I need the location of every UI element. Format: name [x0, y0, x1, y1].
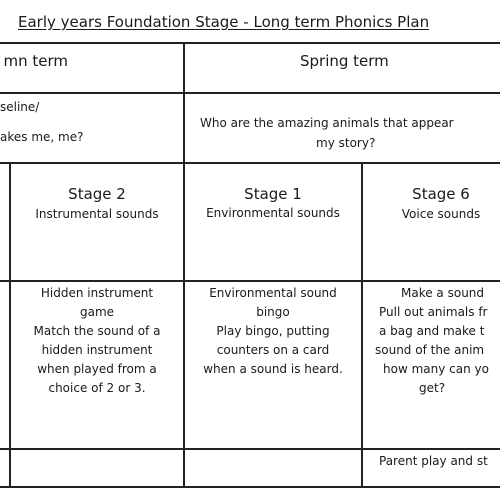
stage-1-title: Stage 1	[244, 185, 302, 203]
activity-hidden-instrument	[11, 284, 183, 398]
activity-line: when a sound is heard.	[203, 362, 343, 376]
activity-make-a-sound	[363, 284, 500, 398]
activity-line: a bag and make t	[379, 324, 485, 338]
spring-topic-line2: my story?	[316, 136, 376, 150]
table-top-border	[0, 42, 500, 44]
term-row-border	[0, 92, 500, 94]
activity-line: Match the sound of a	[33, 324, 161, 338]
activity-line: choice of 2 or 3.	[48, 381, 146, 395]
stage-1-subtitle: Environmental sounds	[206, 206, 340, 220]
activity-line: Play bingo, putting	[216, 324, 330, 338]
document-title: Early years Foundation Stage - Long term Phonics Plan	[18, 13, 430, 31]
activity-environmental-bingo	[185, 284, 361, 379]
autumn-topic-line2: akes me, me?	[0, 130, 84, 144]
stage-row-border	[0, 280, 500, 282]
spring-topic-line1: Who are the amazing animals that appear	[200, 116, 454, 130]
stage-6-title: Stage 6	[412, 185, 470, 203]
activity-line: Environmental sound	[209, 286, 337, 300]
activity-line: bingo	[256, 305, 290, 319]
autumn-topic-line1: seline/	[0, 100, 40, 114]
activity-line: sound of the anim	[375, 343, 485, 357]
spring-term-header: Spring term	[300, 52, 389, 70]
table-bottom-border	[0, 486, 500, 488]
activity-line: hidden instrument	[41, 343, 153, 357]
activity-line: Pull out animals fr	[379, 305, 488, 319]
stage-2-subtitle: Instrumental sounds	[35, 207, 159, 221]
activity-line: Hidden instrument	[40, 286, 154, 300]
activity-line: game	[79, 305, 115, 319]
activity-row-border	[0, 448, 500, 450]
activity-line: how many can yo	[383, 362, 489, 376]
term-divider	[183, 42, 185, 488]
activity-line: Make a sound	[401, 286, 485, 300]
parent-play-text: Parent play and st	[379, 454, 488, 468]
activity-line: counters on a card	[216, 343, 330, 357]
activity-line: get?	[419, 381, 446, 395]
topic-row-border	[0, 162, 500, 164]
autumn-term-header: mn term	[3, 52, 68, 70]
activity-line: when played from a	[37, 362, 157, 376]
stage-2-title: Stage 2	[68, 185, 126, 203]
stage-6-subtitle: Voice sounds	[401, 207, 481, 221]
